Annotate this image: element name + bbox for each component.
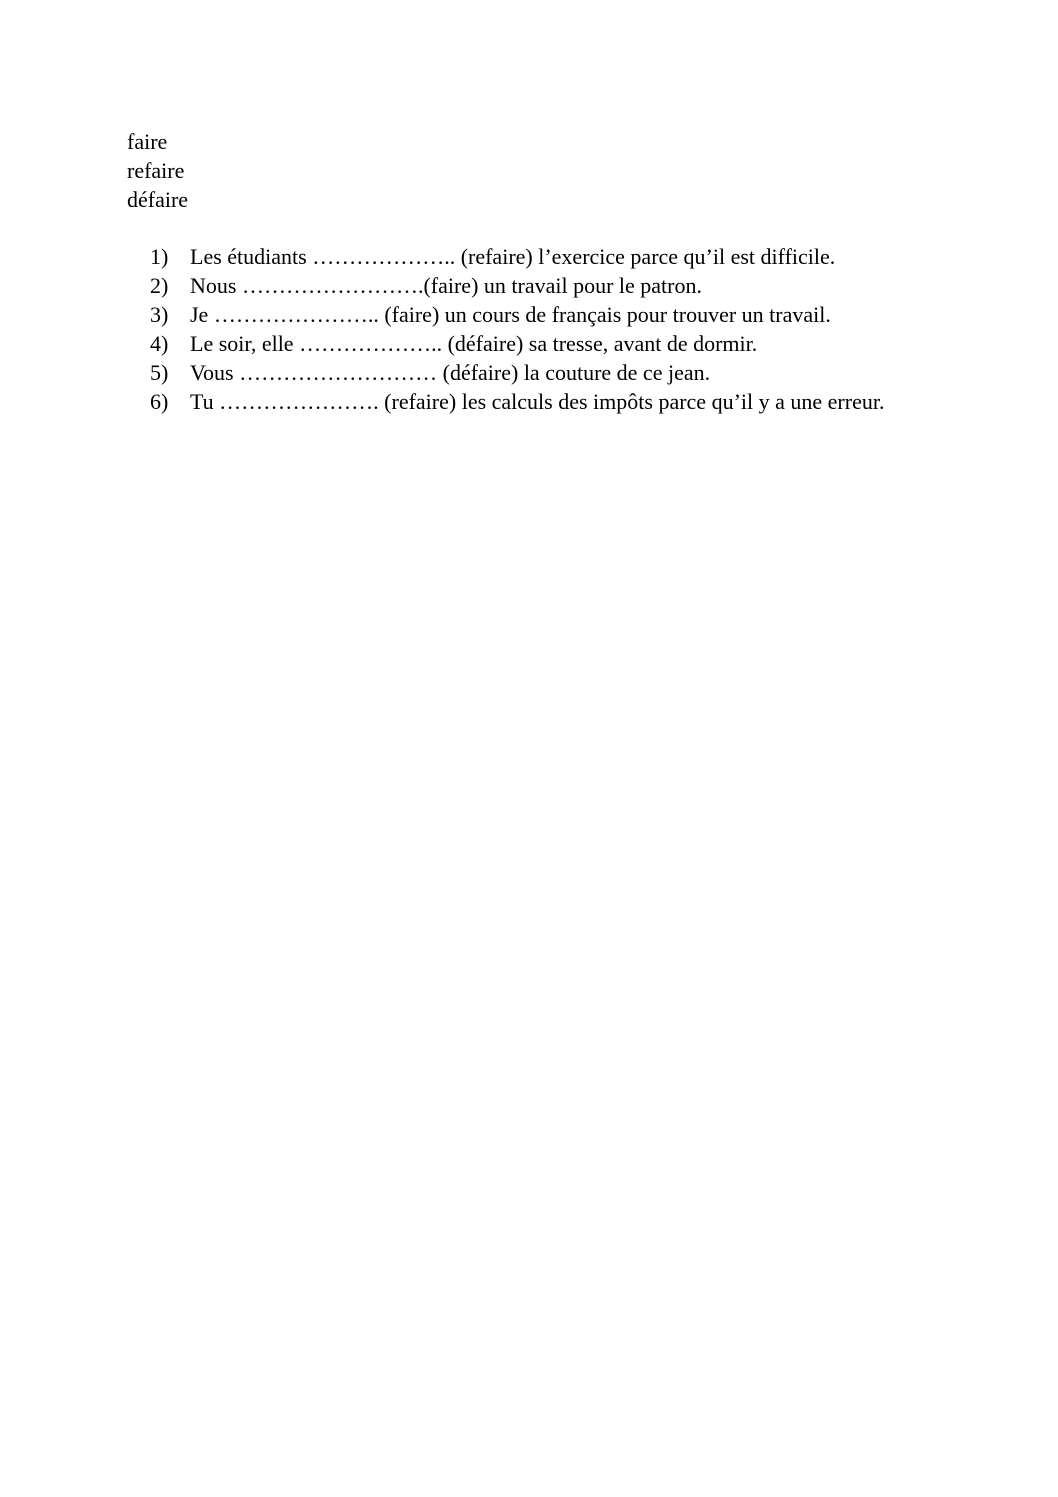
exercise-item-3 bbox=[150, 300, 940, 329]
exercise-list bbox=[150, 242, 940, 416]
exercise-item-5 bbox=[150, 358, 940, 387]
exercise-sentence: Le soir, elle ……………….. (défaire) sa tresse, avant de dormir. bbox=[190, 331, 758, 356]
exercise-sentence: Les étudiants ……………….. (refaire) l’exercice parce qu’il est difficile. bbox=[190, 244, 836, 269]
exercise-number: 4) bbox=[150, 331, 169, 356]
exercise-item-2 bbox=[150, 271, 940, 300]
exercise-sentence: Tu …………………. (refaire) les calculs des impôts parce qu’il y a une erreur. bbox=[190, 389, 885, 414]
verb-defaire: défaire bbox=[127, 187, 189, 212]
exercise-item-4 bbox=[150, 329, 940, 358]
verb-faire: faire bbox=[127, 129, 168, 154]
exercise-number: 6) bbox=[150, 389, 169, 414]
exercise-number: 5) bbox=[150, 360, 169, 385]
exercise-sentence: Je ………………….. (faire) un cours de français pour trouver un travail. bbox=[190, 302, 831, 327]
exercise-number: 1) bbox=[150, 244, 169, 269]
exercise-sentence: Nous …………………….(faire) un travail pour le patron. bbox=[190, 273, 702, 298]
exercise-item-1 bbox=[150, 242, 940, 271]
exercise-item-6 bbox=[150, 387, 940, 416]
exercise-number: 2) bbox=[150, 273, 169, 298]
verb-list bbox=[127, 127, 188, 214]
exercise-sentence: Vous ……………………… (défaire) la couture de ce jean. bbox=[190, 360, 711, 385]
exercise-number: 3) bbox=[150, 302, 169, 327]
verb-refaire: refaire bbox=[127, 158, 185, 183]
